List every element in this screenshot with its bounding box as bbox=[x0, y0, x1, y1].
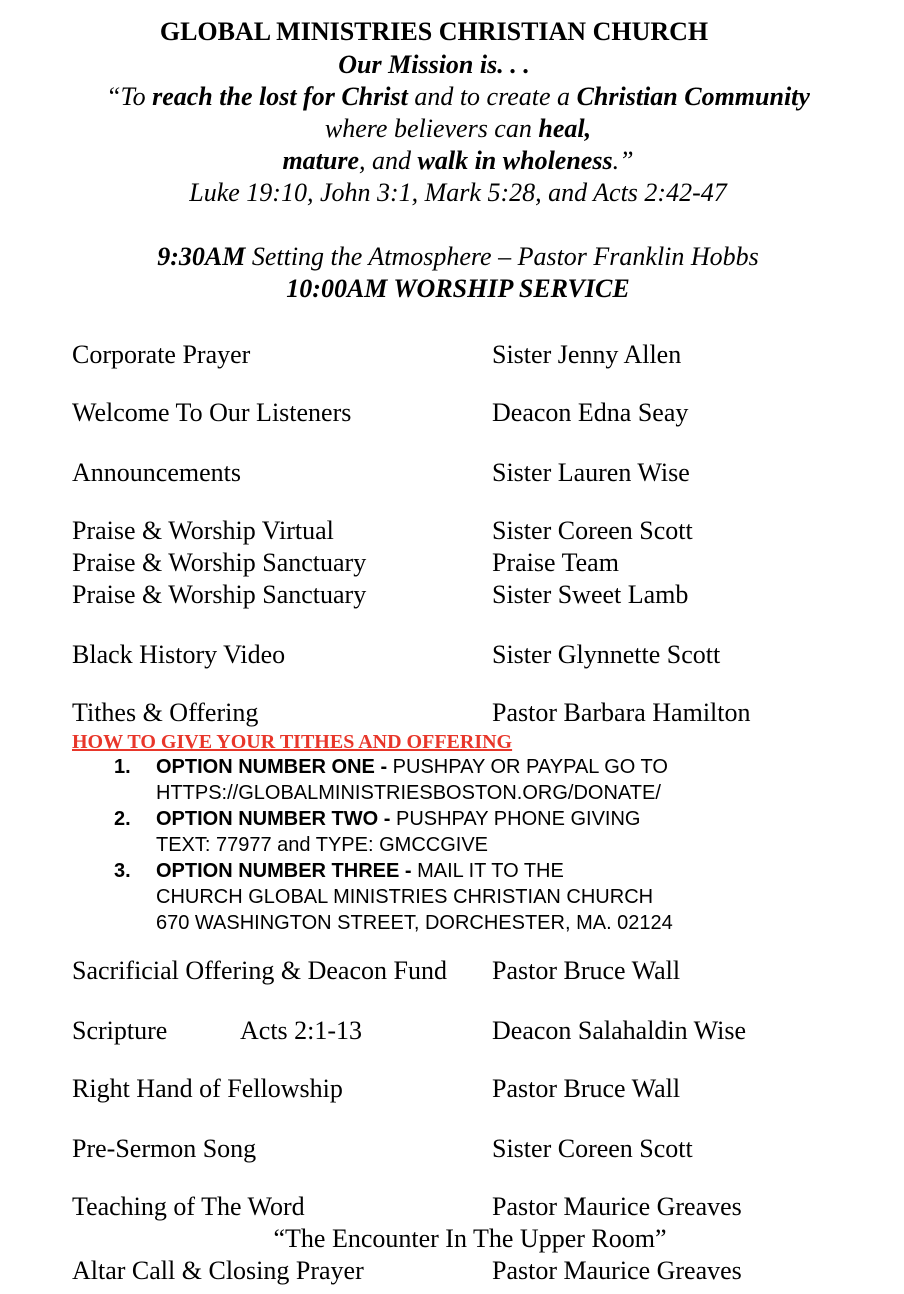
program-leader: Sister Jenny Allen bbox=[492, 340, 682, 369]
option-line bbox=[156, 808, 641, 831]
quote-emphasis: reach the lost for Christ bbox=[152, 82, 408, 111]
program-leader: Sister Coreen Scott bbox=[492, 1134, 693, 1163]
option-text: PUSHPAY OR PAYPAL GO TO bbox=[392, 756, 668, 778]
option-label: OPTION NUMBER THREE - bbox=[156, 860, 418, 882]
sermon-title: “The Encounter In The Upper Room” bbox=[273, 1224, 667, 1253]
quote-text: and to create a bbox=[407, 82, 577, 111]
program-leader: Pastor Maurice Greaves bbox=[492, 1192, 742, 1221]
program-leader: Pastor Maurice Greaves bbox=[492, 1256, 742, 1285]
quote-emphasis: heal, bbox=[538, 114, 592, 143]
program-leader: Deacon Salahaldin Wise bbox=[492, 1016, 747, 1045]
program-item: Praise & Worship Sanctuary bbox=[72, 580, 367, 609]
option-number: 1. bbox=[114, 756, 131, 778]
program-item: Welcome To Our Listeners bbox=[72, 398, 352, 427]
program-item: Announcements bbox=[72, 458, 241, 487]
program-item: Scripture bbox=[72, 1016, 168, 1045]
quote-emphasis: Christian Community bbox=[576, 82, 810, 111]
program-item: Black History Video bbox=[72, 640, 286, 669]
program-item: Praise & Worship Virtual bbox=[72, 516, 334, 545]
program-leader: Sister Sweet Lamb bbox=[492, 580, 689, 609]
quote-text: , and bbox=[359, 146, 418, 175]
program-leader: Sister Glynnette Scott bbox=[492, 640, 721, 669]
program-item: Altar Call & Closing Prayer bbox=[72, 1256, 364, 1285]
option-line bbox=[156, 756, 668, 779]
atmosphere-line bbox=[6, 242, 904, 272]
quote-emphasis: mature bbox=[282, 146, 360, 175]
worship-service-title: 10:00AM WORSHIP SERVICE bbox=[286, 274, 630, 303]
program-item: Corporate Prayer bbox=[72, 340, 251, 369]
mission-intro: Our Mission is. . . bbox=[338, 50, 530, 79]
quote-text: .” bbox=[612, 146, 634, 175]
quote-emphasis: walk in wholeness bbox=[417, 146, 613, 175]
atmosphere-time: 9:30AM bbox=[157, 242, 246, 271]
church-name: GLOBAL MINISTRIES CHRISTIAN CHURCH bbox=[159, 17, 709, 46]
program-leader: Pastor Bruce Wall bbox=[492, 956, 681, 985]
scripture-reference: Acts 2:1-13 bbox=[240, 1016, 363, 1045]
quote-text: where believers can bbox=[324, 114, 539, 143]
mission-quote-line-1 bbox=[6, 82, 904, 112]
option-number: 2. bbox=[114, 808, 131, 830]
program-leader: Sister Lauren Wise bbox=[492, 458, 690, 487]
option-number: 3. bbox=[114, 860, 131, 882]
program-leader: Pastor Bruce Wall bbox=[492, 1074, 681, 1103]
option-text: MAIL IT TO THE bbox=[417, 860, 564, 882]
option-line: TEXT: 77977 and TYPE: GMCCGIVE bbox=[156, 834, 488, 856]
option-line: 670 WASHINGTON STREET, DORCHESTER, MA. 02124 bbox=[156, 912, 673, 934]
program-leader: Praise Team bbox=[492, 548, 619, 577]
mission-quote-line-3 bbox=[6, 146, 904, 176]
program-item: Pre-Sermon Song bbox=[72, 1134, 257, 1163]
quote-text: “To bbox=[106, 82, 153, 111]
program-leader: Sister Coreen Scott bbox=[492, 516, 693, 545]
program-item: Sacrificial Offering & Deacon Fund bbox=[72, 956, 447, 985]
program-leader: Pastor Barbara Hamilton bbox=[492, 698, 751, 727]
program-item: Tithes & Offering bbox=[72, 698, 259, 727]
program-item: Praise & Worship Sanctuary bbox=[72, 548, 367, 577]
mission-quote-line-2 bbox=[6, 114, 904, 144]
program-leader: Deacon Edna Seay bbox=[492, 398, 689, 427]
scripture-references: Luke 19:10, John 3:1, Mark 5:28, and Acts 2:42-47 bbox=[189, 178, 727, 207]
program-item: Teaching of The Word bbox=[72, 1192, 305, 1221]
option-text: PUSHPAY PHONE GIVING bbox=[395, 808, 641, 830]
option-label: OPTION NUMBER ONE - bbox=[156, 756, 393, 778]
option-label: OPTION NUMBER TWO - bbox=[156, 808, 396, 830]
option-line: HTTPS://GLOBALMINISTRIESBOSTON.ORG/DONATE/ bbox=[156, 782, 661, 804]
giving-heading: HOW TO GIVE YOUR TITHES AND OFFERING bbox=[72, 731, 513, 753]
atmosphere-text: Setting the Atmosphere – Pastor Franklin Hobbs bbox=[245, 242, 759, 271]
option-line bbox=[156, 860, 564, 883]
option-line: CHURCH GLOBAL MINISTRIES CHRISTIAN CHURCH bbox=[156, 886, 654, 908]
program-item: Right Hand of Fellowship bbox=[72, 1074, 343, 1103]
